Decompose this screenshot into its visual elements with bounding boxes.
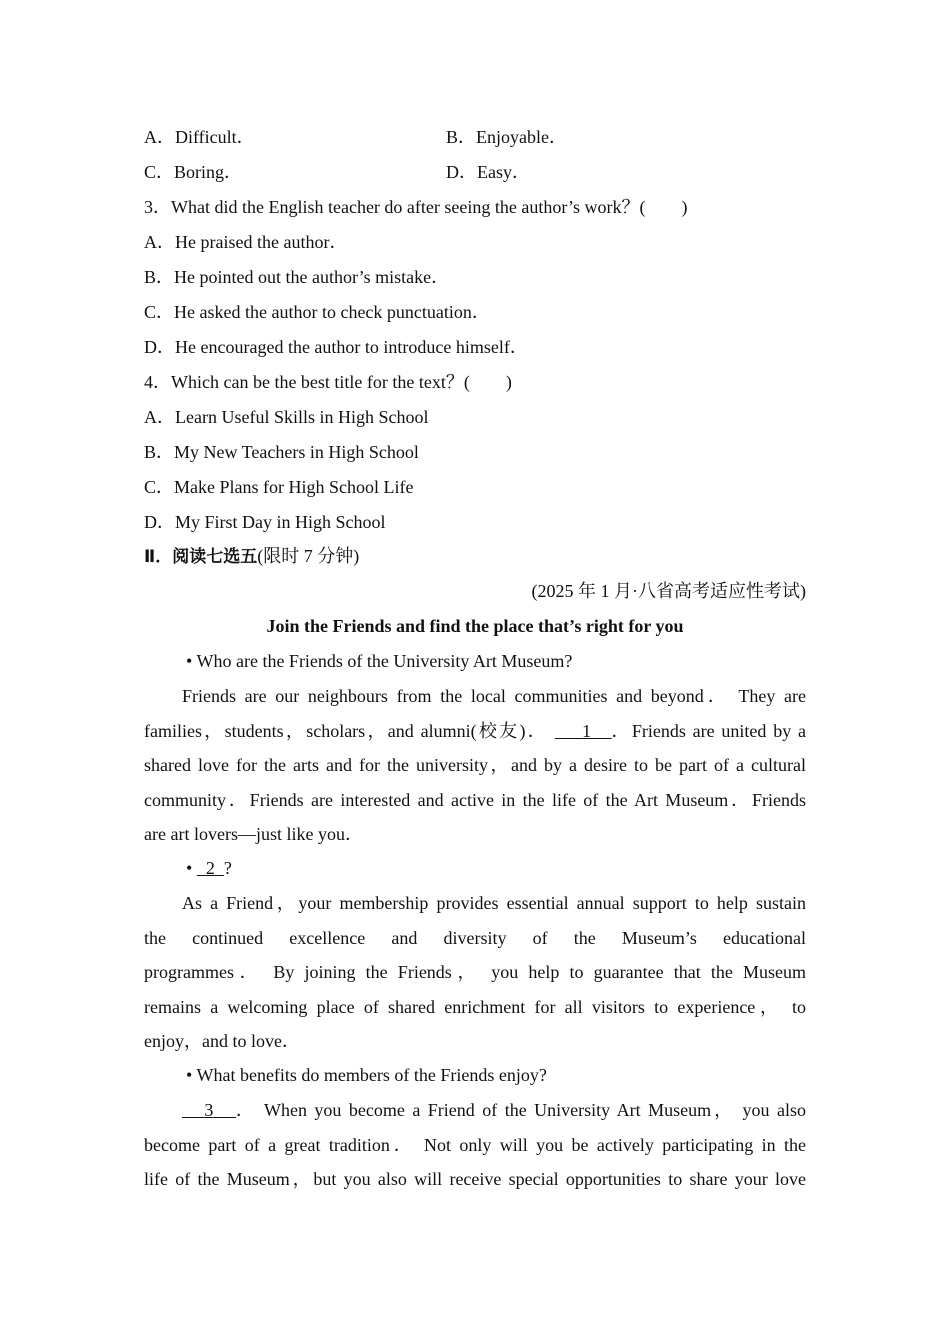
q2-option-c[interactable]: C．Boring． [144, 162, 243, 182]
subheading-benefits: • What benefits do members of the Friends enjoy? [186, 1065, 547, 1085]
q4-option-c[interactable]: C．Make Plans for High School Life [144, 477, 414, 497]
paragraph-3 [144, 1099, 806, 1203]
para3-line-1: 3 ． When you become a Friend of the University Art Museum， you also [144, 1099, 806, 1134]
para2-line-2: the continued excellence and diversity of the Museum’s educational [144, 927, 806, 948]
q3-option-b[interactable]: B．He pointed out the author’s mistake． [144, 267, 450, 287]
q2-options-row-2 [144, 161, 806, 183]
para1-line-4: community．Friends are interested and active in the life of the Art Museum．Friends [144, 789, 806, 810]
passage-title: Join the Friends and find the place that’s right for you [266, 616, 684, 636]
blank-2[interactable]: 2 [205, 858, 215, 878]
q2-option-a[interactable]: A．Difficult． [144, 127, 255, 147]
para1-line-3: shared love for the arts and for the university，and by a desire to be part of a cultural [144, 755, 806, 775]
blank-3[interactable]: 3 [204, 1100, 214, 1120]
paragraph-2 [144, 892, 806, 1065]
q4-stem: 4．Which can be the best title for the text？( ) [144, 372, 512, 392]
q3-option-a[interactable]: A．He praised the author． [144, 232, 348, 252]
paragraph-1 [144, 685, 806, 858]
para2-line-1: As a Friend，your membership provides essential annual support to help sustain [182, 893, 806, 913]
q4-option-b[interactable]: B．My New Teachers in High School [144, 442, 419, 462]
section-time-note: (限时 7 分钟) [257, 546, 360, 566]
q2-options-row-1 [144, 126, 806, 148]
q2-option-d[interactable]: D．Easy． [446, 162, 530, 182]
para1-line-1: Friends are our neighbours from the local communities and beyond． They are [182, 686, 806, 706]
q3-option-d[interactable]: D．He encouraged the author to introduce himself． [144, 337, 528, 357]
para2-line-3: programmes． By joining the Friends， you help to guarantee that the Museum [144, 962, 806, 982]
q3-option-c[interactable]: C．He asked the author to check punctuation． [144, 302, 490, 322]
q4-option-a[interactable]: A．Learn Useful Skills in High School [144, 407, 429, 427]
q4-option-d[interactable]: D．My First Day in High School [144, 512, 386, 532]
para3-line-2: become part of a great tradition． Not only will you be actively participating in the [144, 1134, 806, 1155]
para2-line-5: enjoy，and to love． [144, 1031, 300, 1051]
q3-stem: 3．What did the English teacher do after seeing the author’s work？( ) [144, 197, 688, 217]
subheading-who: • Who are the Friends of the University Art Museum? [186, 651, 573, 671]
q2-option-b[interactable]: B．Enjoyable． [446, 127, 567, 147]
subheading-blank-2: • 2 ? [186, 858, 232, 878]
para1-line-2: families，students，scholars，and alumni(校友)． 1 ．Friends are united by a [144, 720, 807, 741]
section-heading [144, 545, 359, 568]
para2-line-4: remains a welcoming place of shared enrichment for all visitors to experience， to [144, 996, 806, 1017]
blank-1[interactable]: 1 [582, 720, 592, 741]
para3-line-3: life of the Museum，but you also will receive special opportunities to share your love [144, 1169, 806, 1189]
section-title: Ⅱ．阅读七选五 [144, 547, 258, 567]
source-note: (2025 年 1 月·八省高考适应性考试) [531, 581, 806, 601]
para1-line-5: are art lovers—just like you． [144, 824, 363, 844]
